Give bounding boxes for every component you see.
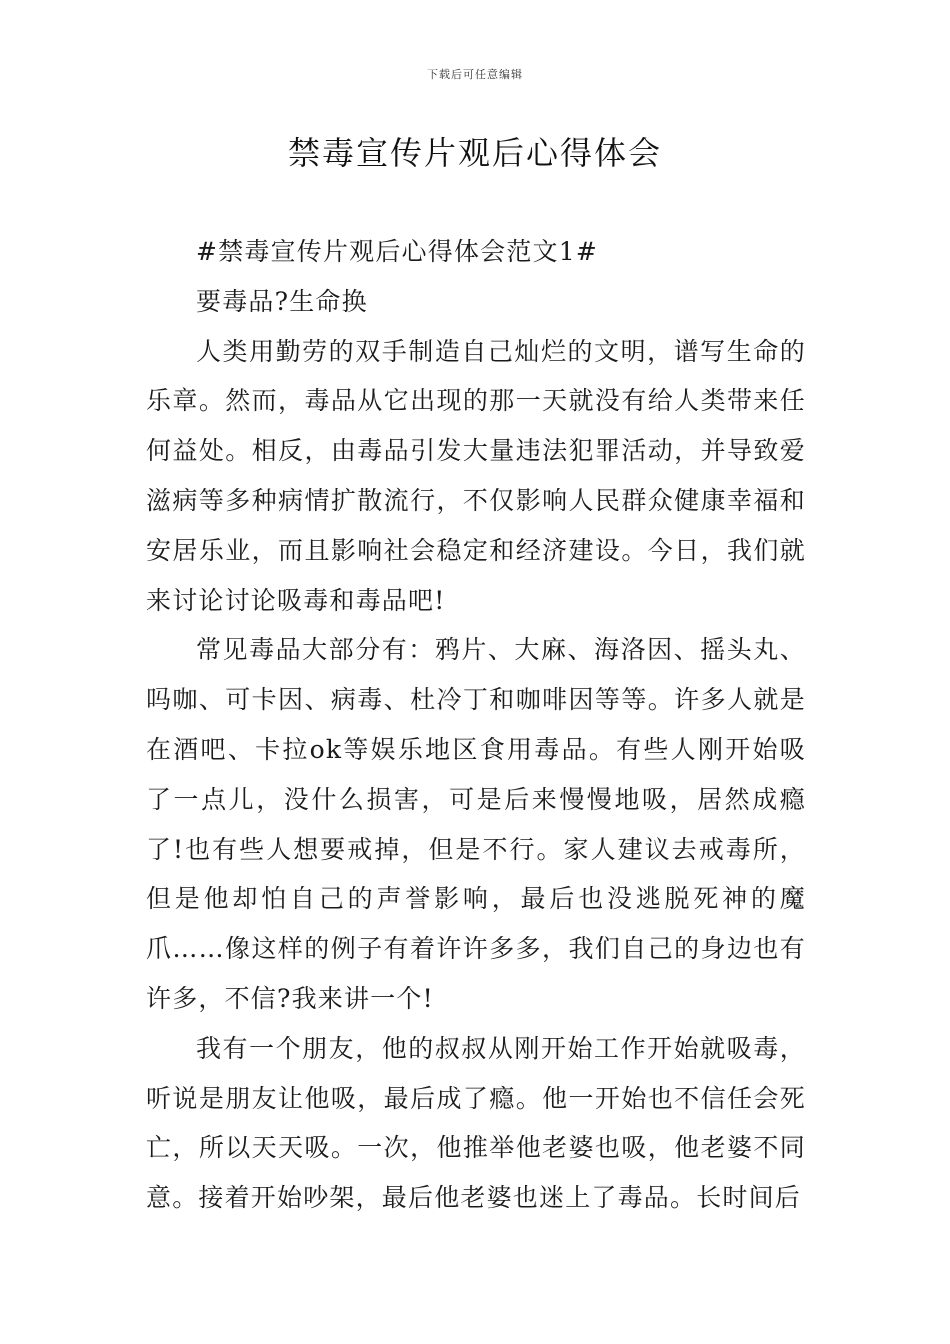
document-title: 禁毒宣传片观后心得体会 (287, 134, 662, 172)
document-body (146, 227, 806, 1223)
subheading: 要毒品?生命换 (196, 286, 368, 316)
section-heading: #禁毒宣传片观后心得体会范文1# (196, 237, 599, 266)
body-paragraph: 常见毒品大部分有：鸦片、大麻、海洛因、摇头丸、吗咖、可卡因、病毒、杜冷丁和咖啡因等等。许多人就是在酒吧、卡拉ok等娱乐地区食用毒品。有些人刚开始吸了一点儿，没什么损害，可是后来慢慢地吸，居然成瘾了!也有些人想要戒掉，但是不行。家人建议去戒毒所，但是他却怕自己的声誉影响，最后也没逃脱死神的魔爪……像这样的例子有着许许多多，我们自己的身边也有许多，不信?我来讲一个! (146, 635, 806, 1013)
body-paragraph: 人类用勤劳的双手制造自己灿烂的文明，谱写生命的乐章。然而，毒品从它出现的那一天就没有给人类带来任何益处。相反，由毒品引发大量违法犯罪活动，并导致爱滋病等多种病情扩散流行，不仅影响人民群众健康幸福和安居乐业，而且影响社会稳定和经济建设。今日，我们就来讨论讨论吸毒和毒品吧! (146, 336, 806, 615)
body-paragraph: 我有一个朋友，他的叔叔从刚开始工作开始就吸毒，听说是朋友让他吸，最后成了瘾。他一开始也不信任会死亡，所以天天吸。一次，他推举他老婆也吸，他老婆不同意。接着开始吵架，最后他老婆也迷上了毒品。长时间后 (146, 1033, 806, 1213)
header-note: 下载后可任意编辑 (427, 68, 523, 81)
